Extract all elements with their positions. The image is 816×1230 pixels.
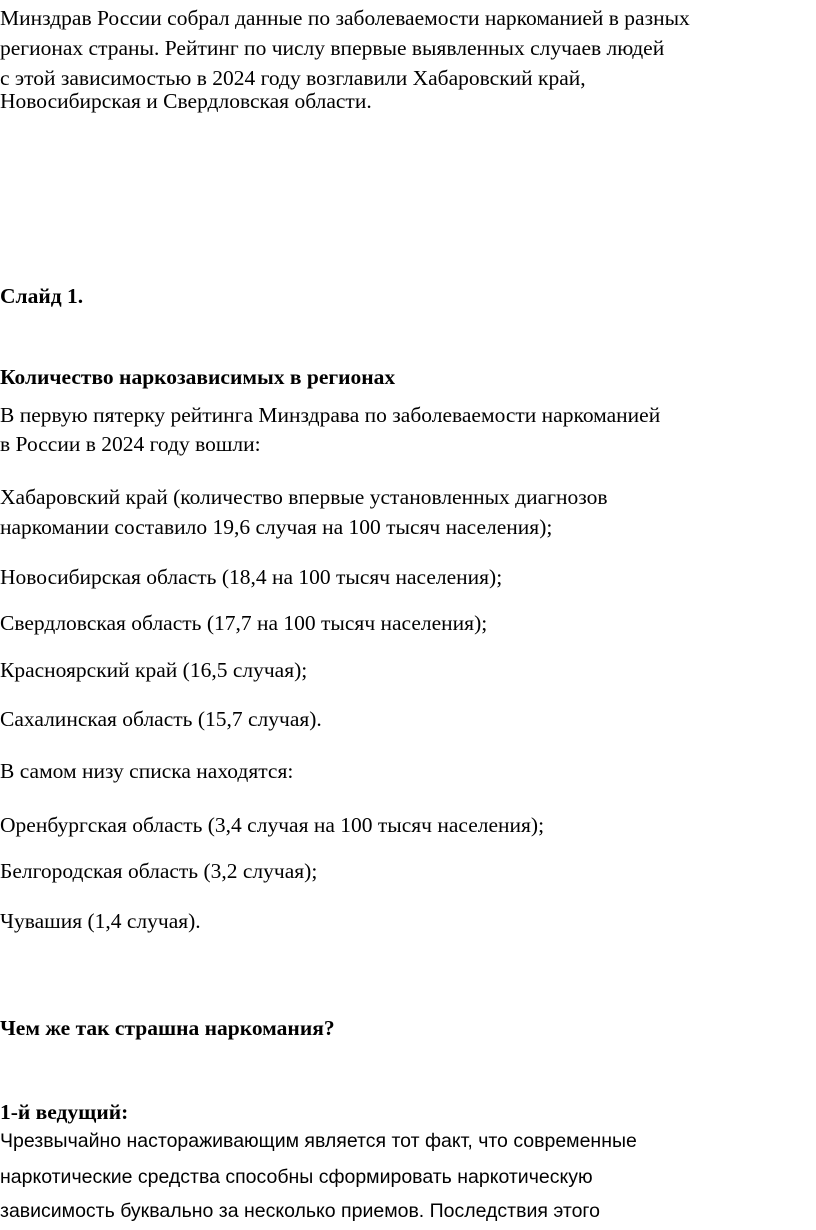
host-text-line-3: зависимость буквально за несколько приемов. Последствия этого bbox=[0, 1200, 600, 1222]
bottom-region-1: Оренбургская область (3,4 случая на 100 тысяч населения); bbox=[0, 813, 545, 837]
host-heading: 1-й ведущий: bbox=[0, 1100, 129, 1124]
bottom-region-3: Чувашия (1,4 случая). bbox=[0, 909, 201, 933]
intro-line-4: Новосибирская и Свердловская области. bbox=[0, 89, 372, 113]
top-intro-line-2: в России в 2024 году вошли: bbox=[0, 432, 261, 456]
section-title: Количество наркозависимых в регионах bbox=[0, 365, 396, 389]
bottom-intro: В самом низу списка находятся: bbox=[0, 759, 294, 783]
top-region-3: Свердловская область (17,7 на 100 тысяч населения); bbox=[0, 611, 488, 635]
host-text-line-1: Чрезвычайно настораживающим является тот факт, что современные bbox=[0, 1130, 637, 1152]
top-region-1-line-1: Хабаровский край (количество впервые установленных диагнозов bbox=[0, 485, 608, 509]
slide-heading: Слайд 1. bbox=[0, 284, 84, 308]
bottom-region-2: Белгородская область (3,2 случая); bbox=[0, 859, 318, 883]
host-text-line-2: наркотические средства способны сформировать наркотическую bbox=[0, 1166, 593, 1188]
question-heading: Чем же так страшна наркомания? bbox=[0, 1016, 335, 1040]
top-region-2: Новосибирская область (18,4 на 100 тысяч населения); bbox=[0, 565, 503, 589]
intro-line-3: с этой зависимостью в 2024 году возглавили Хабаровский край, bbox=[0, 66, 586, 90]
intro-line-1: Минздрав России собрал данные по заболеваемости наркоманией в разных bbox=[0, 6, 690, 30]
top-region-4: Красноярский край (16,5 случая); bbox=[0, 658, 308, 682]
top-intro-line-1: В первую пятерку рейтинга Минздрава по заболеваемости наркоманией bbox=[0, 403, 661, 427]
top-region-1-line-2: наркомании составило 19,6 случая на 100 тысяч населения); bbox=[0, 515, 553, 539]
top-region-5: Сахалинская область (15,7 случая). bbox=[0, 707, 322, 731]
intro-line-2: регионах страны. Рейтинг по числу впервые выявленных случаев людей bbox=[0, 36, 665, 60]
